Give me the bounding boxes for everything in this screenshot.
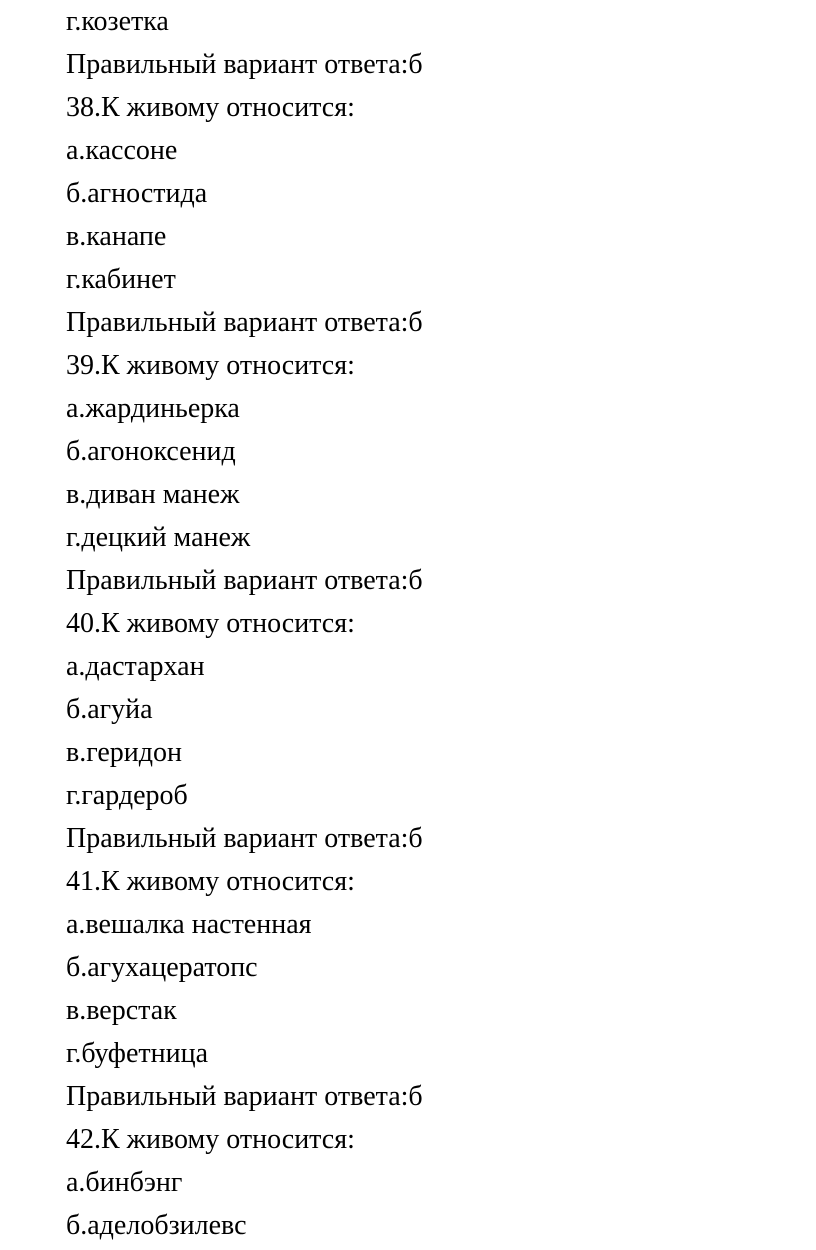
answer-option: б.агуйа — [66, 694, 153, 725]
document-page — [66, 0, 796, 1247]
answer-option: а.вешалка настенная — [66, 909, 312, 940]
answer-option: г.буфетница — [66, 1038, 208, 1069]
question-heading: 39.К живому относится: — [66, 350, 355, 381]
answer-option: г.децкий манеж — [66, 522, 251, 553]
answer-option: б.агностида — [66, 178, 208, 209]
answer-option: а.кассоне — [66, 135, 178, 166]
correct-answer-line: Правильный вариант ответа:б — [66, 823, 423, 854]
answer-option: б.аделобзилевс — [66, 1210, 247, 1241]
correct-answer-line: Правильный вариант ответа:б — [66, 49, 423, 80]
correct-answer-line: Правильный вариант ответа:б — [66, 1081, 423, 1112]
answer-option: в.диван манеж — [66, 479, 240, 510]
question-heading: 41.К живому относится: — [66, 866, 355, 897]
answer-option: а.дастархан — [66, 651, 205, 682]
answer-option: б.агоноксенид — [66, 436, 236, 467]
answer-option: г.кабинет — [66, 264, 176, 295]
answer-option: б.агухацератопс — [66, 952, 258, 983]
answer-option: в.канапе — [66, 221, 167, 252]
correct-answer-line: Правильный вариант ответа:б — [66, 307, 423, 338]
answer-option: а.жардиньерка — [66, 393, 240, 424]
answer-option: г.козетка — [66, 6, 169, 37]
correct-answer-line: Правильный вариант ответа:б — [66, 565, 423, 596]
answer-option: а.бинбэнг — [66, 1167, 183, 1198]
question-heading: 38.К живому относится: — [66, 92, 355, 123]
answer-option: г.гардероб — [66, 780, 188, 811]
question-heading: 42.К живому относится: — [66, 1124, 355, 1155]
answer-option: в.геридон — [66, 737, 182, 768]
question-heading: 40.К живому относится: — [66, 608, 355, 639]
answer-option: в.верстак — [66, 995, 177, 1026]
